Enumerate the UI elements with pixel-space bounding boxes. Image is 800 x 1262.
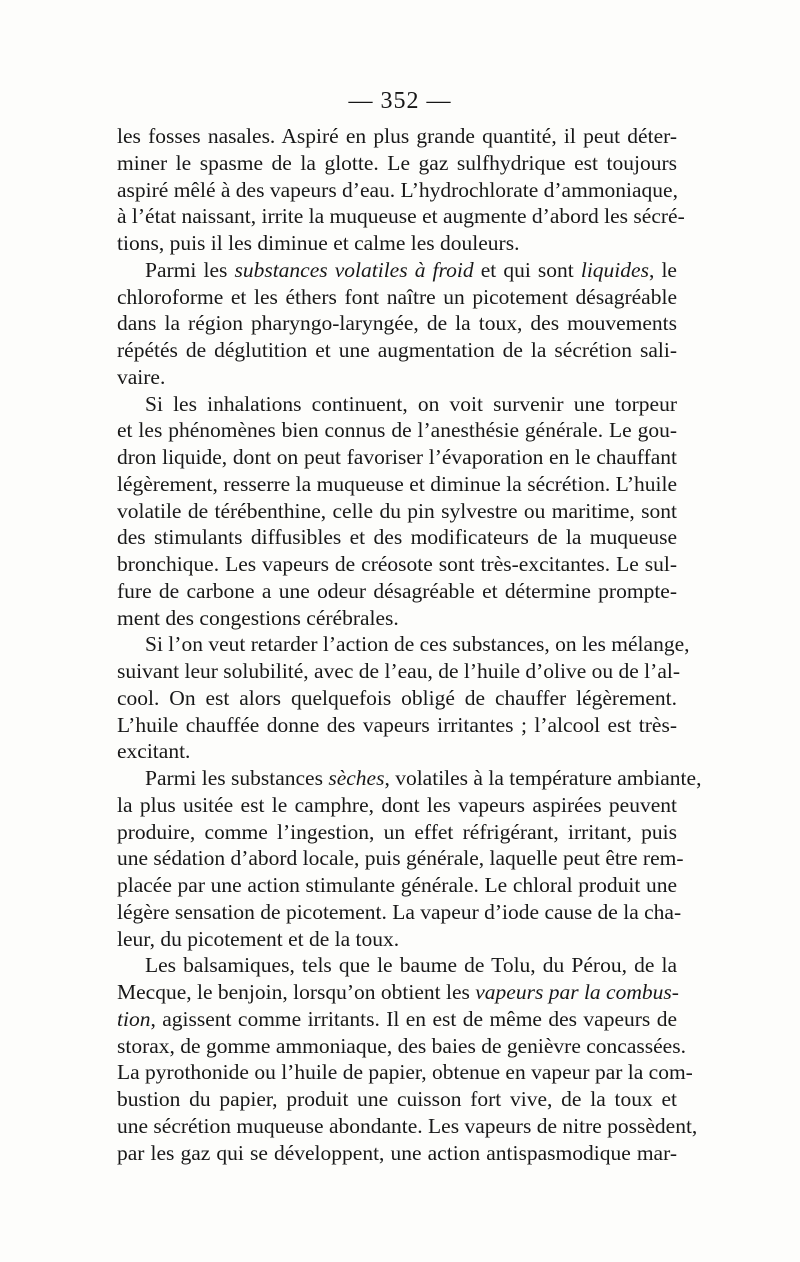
text-segment: légèrement, resserre la muqueuse et diminue la sécrétion. L’huile bbox=[117, 471, 677, 496]
text-segment: vaire. bbox=[117, 364, 166, 389]
text-line bbox=[117, 471, 677, 498]
body-text bbox=[117, 123, 702, 1166]
text-segment: excitant. bbox=[117, 739, 191, 764]
text-segment: Les balsamiques, tels que le baume de Tolu, du Pérou, de la bbox=[145, 953, 677, 978]
text-segment: La pyrothonide ou l’huile de papier, obtenue en vapeur par la com- bbox=[117, 1060, 693, 1085]
text-line bbox=[117, 1140, 677, 1167]
text-line bbox=[117, 1006, 677, 1033]
text-line bbox=[117, 578, 677, 605]
italic-text: substances volatiles à froid bbox=[234, 257, 474, 282]
text-line bbox=[117, 872, 677, 899]
text-line bbox=[117, 845, 684, 872]
text-line bbox=[117, 391, 677, 418]
text-segment: leur, du picotement et de la toux. bbox=[117, 926, 400, 951]
text-segment: , volatiles à la température ambiante, bbox=[384, 766, 702, 790]
text-segment: miner le spasme de la glotte. Le gaz sulfhydrique est toujours bbox=[117, 150, 677, 175]
text-line bbox=[117, 631, 690, 658]
text-segment: par les gaz qui se développent, une action antispasmodique mar- bbox=[117, 1140, 677, 1165]
text-segment: Si l’on veut retarder l’action de ces substances, on les mélange, bbox=[145, 632, 690, 657]
text-line bbox=[117, 605, 677, 632]
text-segment: dans la région pharyngo-laryngée, de la toux, des mouvements bbox=[117, 311, 677, 336]
text-segment: la plus usitée est le camphre, dont les vapeurs aspirées peuvent bbox=[117, 792, 677, 817]
text-line bbox=[117, 364, 677, 391]
text-segment: storax, de gomme ammoniaque, des baies de genièvre concassées. bbox=[117, 1033, 686, 1058]
text-segment: aspiré mêlé à des vapeurs d’eau. L’hydrochlorate d’ammoniaque, bbox=[117, 177, 678, 202]
text-line bbox=[117, 899, 682, 926]
text-segment: Si les inhalations continuent, on voit survenir une torpeur bbox=[145, 391, 677, 416]
text-line bbox=[117, 1113, 698, 1140]
text-segment: bronchique. Les vapeurs de créosote sont très-excitantes. Le sul- bbox=[117, 552, 677, 576]
text-segment: suivant leur solubilité, avec de l’eau, de l’huile d’olive ou de l’al- bbox=[117, 659, 680, 683]
text-line bbox=[117, 257, 677, 284]
italic-text: tion bbox=[117, 1006, 151, 1031]
text-segment: fure de carbone a une odeur désagréable et détermine prompte- bbox=[117, 578, 677, 603]
text-line bbox=[117, 685, 677, 712]
text-line bbox=[117, 230, 677, 257]
text-line bbox=[117, 792, 677, 819]
text-segment: légère sensation de picotement. La vapeur d’iode cause de la cha- bbox=[117, 899, 682, 924]
text-line bbox=[117, 979, 677, 1006]
text-line bbox=[117, 551, 677, 578]
text-line bbox=[117, 203, 685, 230]
text-line bbox=[117, 658, 680, 685]
text-segment: ment des congestions cérébrales. bbox=[117, 605, 399, 630]
text-line bbox=[117, 444, 677, 471]
text-line bbox=[117, 819, 677, 846]
text-line bbox=[117, 952, 677, 979]
text-line bbox=[117, 1086, 677, 1113]
text-segment: des stimulants diffusibles et des modificateurs de la muqueuse bbox=[117, 525, 677, 550]
text-segment: les fosses nasales. Aspiré en plus grande quantité, il peut déter- bbox=[117, 124, 677, 148]
text-segment: Parmi les substances bbox=[145, 766, 329, 790]
text-segment: une sédation d’abord locale, puis générale, laquelle peut être rem- bbox=[117, 846, 684, 871]
italic-text: sèches bbox=[328, 766, 385, 790]
text-line bbox=[117, 337, 677, 364]
text-line bbox=[117, 417, 677, 444]
text-segment: à l’état naissant, irrite la muqueuse et augmente d’abord les sécré- bbox=[117, 204, 685, 229]
text-segment: produire, comme l’ingestion, un effet réfrigérant, irritant, puis bbox=[117, 819, 677, 844]
text-line bbox=[117, 926, 677, 953]
text-segment: bustion du papier, produit une cuisson fort vive, de la toux et bbox=[117, 1087, 677, 1111]
text-line bbox=[117, 712, 677, 739]
text-segment: , le bbox=[648, 257, 677, 282]
text-segment: cool. On est alors quelquefois obligé de chauffer légèrement. bbox=[117, 685, 677, 710]
text-segment: répétés de déglutition et une augmentation de la sécrétion sali- bbox=[117, 338, 677, 362]
text-segment: volatile de térébenthine, celle du pin sylvestre ou maritime, sont bbox=[117, 498, 677, 523]
text-segment: chloroforme et les éthers font naître un picotement désagréable bbox=[117, 284, 677, 309]
italic-text: vapeurs par la combus- bbox=[475, 980, 679, 1004]
text-segment: et qui sont bbox=[473, 257, 581, 282]
text-line bbox=[117, 310, 677, 337]
text-line bbox=[117, 123, 677, 150]
text-segment: dron liquide, dont on peut favoriser l’évaporation en le chauffant bbox=[117, 445, 677, 469]
text-segment: placée par une action stimulante générale. Le chloral produit une bbox=[117, 873, 677, 897]
text-line bbox=[117, 498, 677, 525]
text-segment: L’huile chauffée donne des vapeurs irritantes ; l’alcool est très- bbox=[117, 712, 677, 737]
text-segment: , agissent comme irritants. Il en est de même des vapeurs de bbox=[150, 1006, 677, 1031]
italic-text: liquides bbox=[580, 257, 649, 282]
text-line bbox=[117, 284, 677, 311]
text-line bbox=[117, 150, 677, 177]
page-number: — 352 — bbox=[348, 88, 452, 114]
text-line bbox=[117, 177, 677, 204]
text-segment: Mecque, le benjoin, lorsqu’on obtient les bbox=[117, 980, 476, 1004]
text-line bbox=[117, 1033, 686, 1060]
text-segment: tions, puis il les diminue et calme les douleurs. bbox=[117, 231, 520, 255]
text-segment: une sécrétion muqueuse abondante. Les vapeurs de nitre possèdent, bbox=[117, 1113, 698, 1138]
text-line bbox=[117, 524, 677, 551]
text-segment: Parmi les bbox=[145, 257, 235, 282]
text-line bbox=[117, 1059, 693, 1086]
text-segment: et les phénomènes bien connus de l’anesthésie générale. Le gou- bbox=[117, 418, 677, 443]
text-line bbox=[117, 738, 677, 765]
text-line bbox=[117, 765, 702, 792]
